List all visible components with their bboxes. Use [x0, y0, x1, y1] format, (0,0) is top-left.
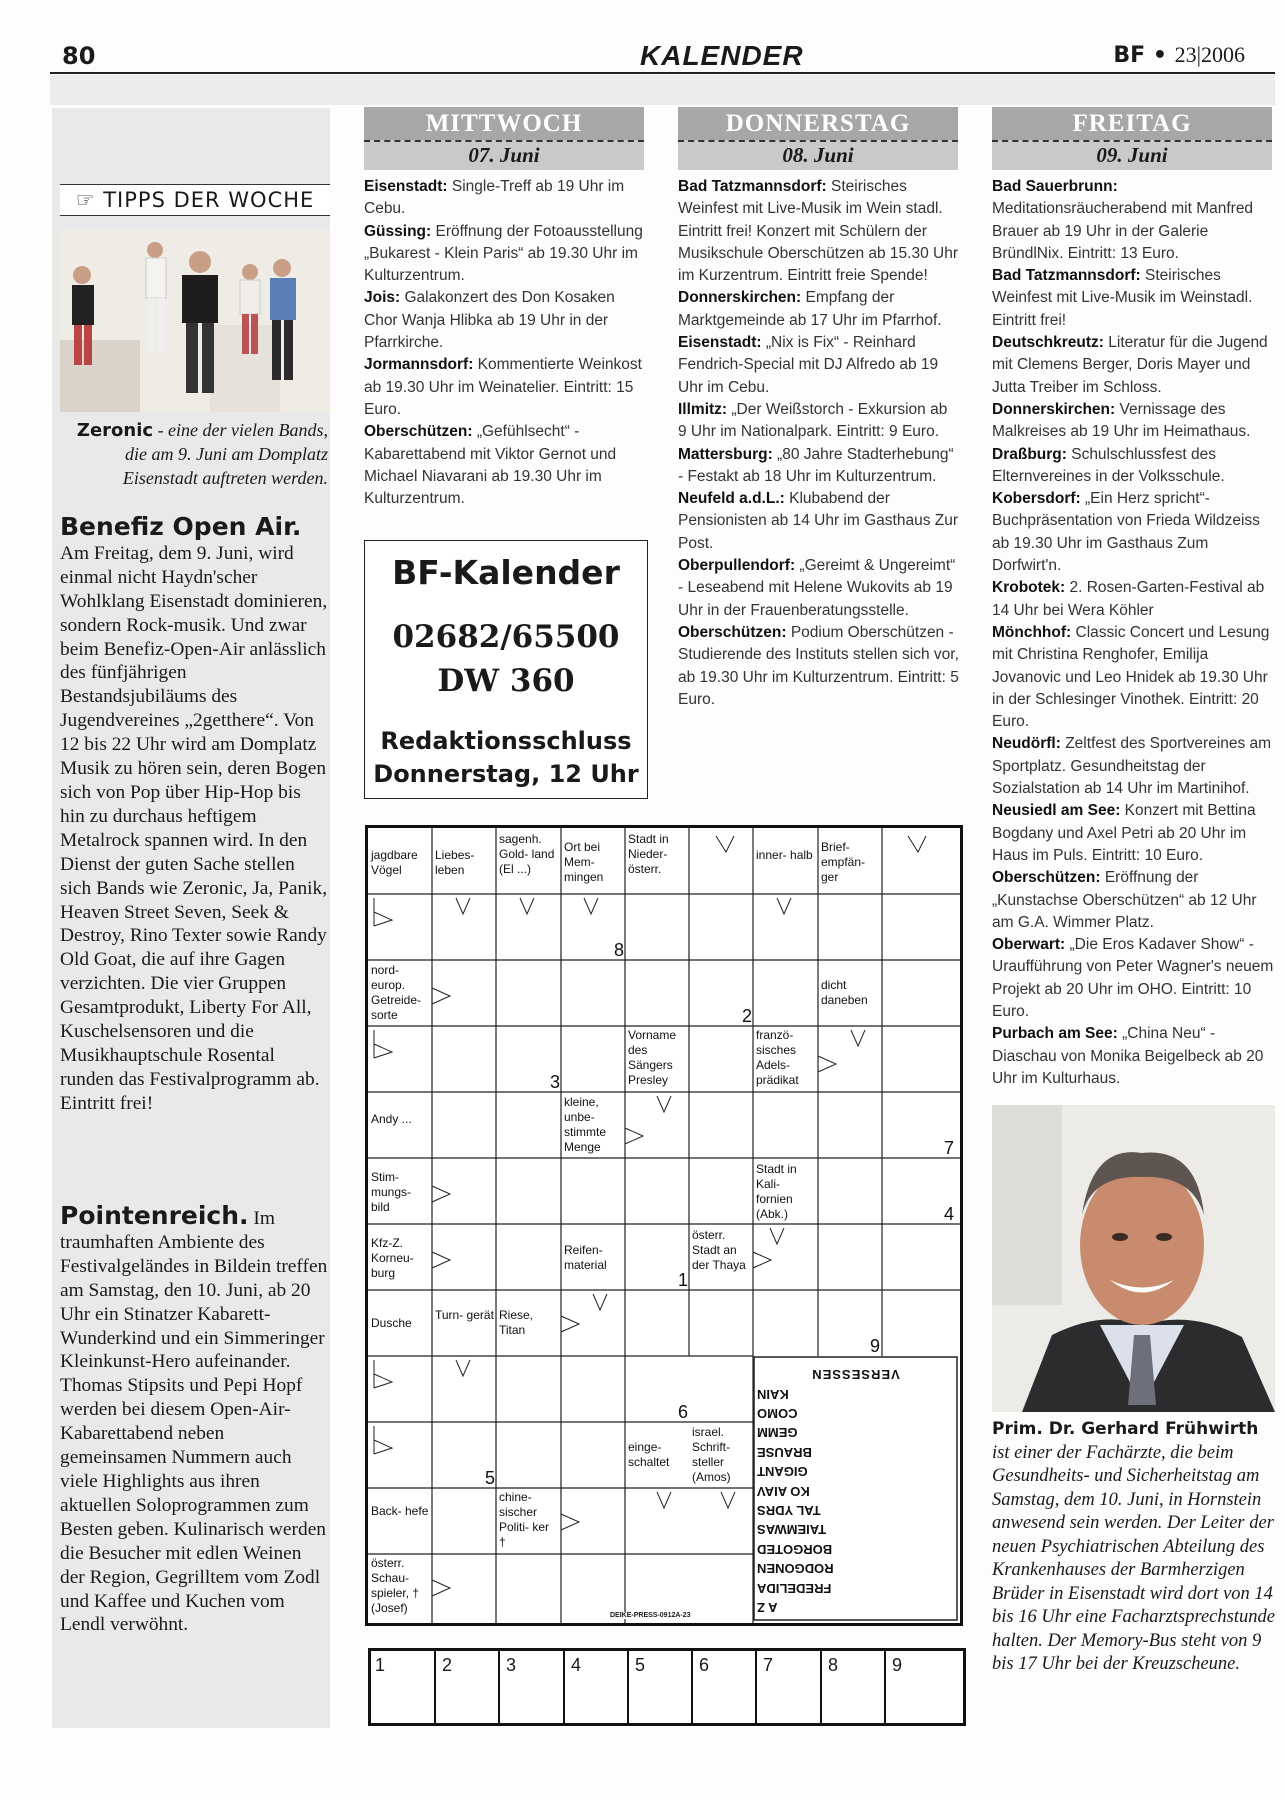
crossword-clue: Riese, Titan	[499, 1308, 534, 1337]
crossword-clue: Reifen- material	[564, 1243, 607, 1272]
upside-down-solution: A Z FREDELIDA RODGONEN BORGOTED TAIEMWAS TAL YDRS KO AIAV GIGANT BRAUSE GEMM COMO KAIN VERSESSEN	[757, 1367, 900, 1615]
article-body: Im traumhaften Ambiente des Festivalgeländes in Bildein treffen am Samstag, den 10. Juni, ab 20 Uhr ein Stinatzer Kabarett-Wunderkind und ein Simmeringer Kleinkunst-Hero aufeinander. Thomas Stipsits und Pepi Hopf werden bei diesem Open-Air-Kabarettabend neben gemeinsamen Nummern auch viele Highlights aus ihren aktuellen Soloprogrammen zum Besten geben. Kulinarisch werden die Besucher mit edlen Weinen der Region, Gegrilltem vom Zodl und Kaffee und Kuchen vom Lendl verwöhnt.	[60, 1208, 328, 1636]
event-entry: Illmitz: „Der Weißstorch - Exkursion ab 9 Uhr im Nationalpark. Eintritt: 9 Euro.	[678, 400, 948, 441]
photo-caption-doctor	[992, 1418, 1275, 1677]
issue-info: BF • 23|2006	[1113, 42, 1245, 68]
crossword-clue: einge- schaltet	[628, 1440, 670, 1469]
day-name: MITTWOCH	[364, 107, 644, 140]
crossword-clue: Brief- empfän- ger	[821, 840, 866, 884]
crossword-clue: inner- halb	[756, 848, 813, 862]
bf-kalender-phone: 02682/65500	[392, 619, 620, 655]
crossword-clue: österr. Stadt an der Thaya	[692, 1228, 746, 1272]
solution-cell[interactable]: 7	[755, 1651, 821, 1723]
crossword-number: 6	[678, 1402, 689, 1422]
crossword-clue: Stim- mungs- bild	[371, 1170, 412, 1214]
event-entry: Neudörfl: Zeltfest des Sportvereines am Sportplatz. Gesundheitstag der Sozialstation ab 14 Uhr im Martinihof.	[992, 735, 1272, 798]
day-header-mittwoch	[364, 107, 644, 169]
page-number: 80	[62, 42, 96, 70]
caption-text: - eine der vielen Bands, die am 9. Juni am Domplatz Eisenstadt auftreten werden.	[122, 420, 328, 488]
bf-kalender-deadline: Redaktionsschluss Donnerstag, 12 Uhr	[373, 727, 639, 788]
crossword-clue: Kfz-Z. Korneu- burg	[371, 1236, 414, 1280]
event-entry: Oberschützen: Eröffnung der „Kunstachse Oberschützen“ ab 12 Uhr am G.A. Wimmer Platz.	[992, 869, 1257, 931]
event-entry: Bad Tatzmannsdorf: Steirisches Weinfest mit Live-Musik im Wein stadl. Eintritt frei! Konzert mit Schülern der Musikschule Oberschützen ab 15.30 Uhr im Kurzentrum. Eintritt freie Spende!	[678, 178, 959, 285]
issue-number: 23	[1174, 42, 1197, 67]
crossword-clue: Liebes- leben	[435, 848, 475, 877]
event-entry: Mattersburg: „80 Jahre Stadterhebung“ - Festakt ab 18 Uhr im Kulturzentrum.	[678, 445, 954, 485]
event-entry: Bad Tatzmannsdorf: Steirisches Weinfest mit Live-Musik im Weinstadl. Eintritt frei!	[992, 267, 1253, 329]
band-photo	[60, 230, 330, 412]
crossword-clue: israel. Schrift- steller (Amos)	[692, 1425, 731, 1484]
pointing-hand-icon: ☞	[75, 188, 96, 212]
event-entry: Mönchhof: Classic Concert und Lesung mit Christina Renghofer, Emilija Jovanovic und Leo Hnidek ab 19.30 Uhr in der Schlesinger Vinothek. Eintritt: 20 Euro.	[992, 623, 1270, 731]
article-benefiz	[60, 512, 328, 1116]
solution-cell[interactable]: 9	[884, 1651, 950, 1723]
bf-kalender-box	[364, 540, 648, 799]
event-entry: Neusiedl am See: Konzert mit Bettina Bogdany und Axel Petri ab 20 Uhr im Haus im Puls. Eintritt: 10 Euro.	[992, 802, 1256, 864]
caption-bold: Prim. Dr. Gerhard Frühwirth	[992, 1419, 1259, 1439]
crossword-number: 2	[742, 1006, 753, 1026]
event-entry: Donnerskirchen: Vernissage des Malkreises ab 19 Uhr im Heimathaus.	[992, 400, 1251, 441]
solution-cell[interactable]: 5	[627, 1651, 693, 1723]
event-entry: Oberwart: „Die Eros Kadaver Show“ - Uraufführung von Peter Wagner's neuem Projekt ab 20 Uhr im OHO. Eintritt: 10 Euro.	[992, 936, 1274, 1020]
crossword-number: 8	[614, 940, 625, 960]
event-entry: Oberschützen: „Gefühlsecht“ - Kabarettabend mit Viktor Gernot und Michael Niavarani ab 19.30 Uhr im Kulturzentrum.	[364, 423, 617, 508]
section-title: KALENDER	[640, 40, 804, 71]
crossword-clue: nord- europ. Getreide- sorte	[371, 963, 422, 1022]
day-date: 08. Juni	[678, 140, 958, 170]
portrait-illustration	[992, 1105, 1275, 1412]
crossword-clue: kleine, unbe- stimmte Menge	[564, 1095, 606, 1154]
crossword-clue: franzö- sisches Adels- prädikat	[756, 1028, 799, 1087]
day-header-freitag	[992, 107, 1272, 169]
crossword-clue: Stadt in Nieder- österr.	[628, 832, 669, 876]
article-heading: Pointenreich.	[60, 1201, 249, 1230]
crossword-number: 3	[550, 1072, 561, 1092]
event-entry: Jois: Galakonzert des Don Kosaken Chor Wanja Hlibka ab 19 Uhr in der Pfarrkirche.	[364, 289, 615, 352]
crossword-clue: chine- sischer Politi- ker †	[499, 1490, 550, 1549]
crossword-number: 5	[485, 1468, 496, 1488]
crossword-clue: Ort bei Mem- mingen	[564, 840, 604, 884]
crossword-clue: sagenh. Gold- land (El ...)	[499, 832, 555, 876]
day-header-donnerstag	[678, 107, 958, 169]
crossword-clue: dicht daneben	[821, 978, 868, 1007]
crossword-clue: Back- hefe	[371, 1504, 429, 1518]
crossword-clue: Vorname des Sängers Presley	[628, 1028, 677, 1087]
events-donnerstag	[678, 176, 960, 711]
day-date: 07. Juni	[364, 140, 644, 170]
publication-name: BF	[1113, 43, 1146, 68]
solution-cell[interactable]: 8	[820, 1651, 886, 1723]
tips-label: TIPPS DER WOCHE	[103, 188, 315, 212]
crossword-clue: Stadt in Kali- fornien (Abk.)	[756, 1162, 797, 1221]
article-heading: Benefiz Open Air.	[60, 512, 302, 541]
crossword-clue: österr. Schau- spieler, † (Josef)	[371, 1556, 420, 1615]
crossword-clue: Turn- gerät	[435, 1308, 494, 1322]
doctor-portrait	[992, 1105, 1275, 1412]
crossword-clue: Dusche	[371, 1316, 412, 1330]
crossword-clue: Andy ...	[371, 1112, 412, 1126]
crossword-clue: jagdbare Vögel	[371, 848, 418, 877]
caption-bold: Zeronic	[76, 420, 154, 441]
crossword-credit: DEIKE-PRESS-0912A-23	[610, 1612, 691, 1619]
photo-caption-zeronic	[60, 418, 328, 490]
event-entry: Eisenstadt: Single-Treff ab 19 Uhr im Cebu.	[364, 178, 625, 218]
solution-cell[interactable]: 6	[691, 1651, 757, 1723]
event-entry: Bad Sauerbrunn: Meditationsräucherabend mit Manfred Brauer ab 19 Uhr in der Galerie BründlNix. Eintritt: 13 Euro.	[992, 178, 1254, 262]
band-photo-illustration	[60, 230, 330, 412]
day-name: DONNERSTAG	[678, 107, 958, 140]
solution-cell[interactable]: 2	[434, 1651, 500, 1723]
solution-cell[interactable]: 3	[498, 1651, 564, 1723]
bf-kalender-title: BF-Kalender	[392, 553, 620, 592]
article-body: Am Freitag, dem 9. Juni, wird einmal nicht Haydn'scher Wohlklang Eisenstadt dominieren, sondern Rock-musik. Und zwar beim Benefiz-Open-Air anlässlich des fünfjährigen Bestandsjubiläums des Jugendvereines „2getthere“. Von 12 bis 22 Uhr wird am Domplatz Musik zu hören sein, deren Bogen sich von Pop über Hip-Hop bis hin zu durchaus heftigem Metalrock spannen wird. In den Dienst der guten Sache stellen sich Bands wie Zeronic, Ja, Panik, Heaven Street Seven, Seek & Destroy, Rino Texter sowie Randy Old Goat, die auf ihre Gagen verzichten. Die vier Gruppen Gesamtprodukt, Liberty For All, Kuschelsensoren und die Musikhauptschule Rosental runden das Festivalprogramm ab. Eintritt frei!	[60, 542, 328, 1114]
event-entry: Donnerskirchen: Empfang der Marktgemeinde ab 17 Uhr im Pfarrhof.	[678, 289, 942, 329]
crossword-number: 9	[870, 1336, 881, 1356]
event-entry: Eisenstadt: „Nix is Fix“ - Reinhard Fendrich-Special mit DJ Alfredo ab 19 Uhr im Cebu.	[678, 334, 939, 396]
event-entry: Krobotek: 2. Rosen-Garten-Festival ab 14 Uhr bei Wera Köhler	[992, 579, 1265, 619]
events-mittwoch	[364, 176, 646, 510]
solution-cell[interactable]: 1	[375, 1655, 386, 1675]
issue-year: 2006	[1201, 42, 1245, 67]
event-entry: Purbach am See: „China Neu“ - Diaschau von Monika Beigelbeck ab 20 Uhr im Kulturhaus.	[992, 1025, 1264, 1087]
tips-header	[60, 184, 330, 216]
events-freitag	[992, 176, 1275, 1090]
event-entry: Deutschkreutz: Literatur für die Jugend mit Clemens Berger, Doris Mayer und Jutta Treiber im Schloss.	[992, 334, 1268, 396]
caption-text: ist einer der Fachärzte, die beim Gesundheits- und Sicherheitstag am Samstag, dem 10. Juni, in Hornstein anwesend sein werden. Der Leiter der neuen Psychiatrischen Abteilung des Krankenhauses der Barmherzigen Brüder in Eisenstadt wird dort von 14 bis 16 Uhr eine Facharztsprechstunde halten. Der Memory-Bus steht von 9 bis 17 Uhr bei der Kreuzscheune.	[992, 1442, 1275, 1674]
day-date: 09. Juni	[992, 140, 1272, 170]
article-pointenreich	[60, 1201, 328, 1637]
event-entry: Oberschützen: Podium Oberschützen - Studierende des Instituts stellen sich vor, ab 19.30 Uhr im Kulturzentrum. Eintritt: 5 Euro.	[678, 623, 959, 708]
crossword-number: 1	[678, 1270, 689, 1290]
bf-kalender-dw: DW 360	[437, 663, 575, 699]
event-entry: Oberpullendorf: „Gereimt & Ungereimt“ - Leseabend mit Helene Wukovits ab 19 Uhr in der Frauenberatungsstelle.	[678, 557, 956, 619]
crossword-number: 7	[944, 1138, 955, 1158]
solution-cell[interactable]: 4	[563, 1651, 629, 1723]
event-entry: Draßburg: Schulschlussfest des Elternvereines in der Volksschule.	[992, 445, 1225, 485]
solution-boxes	[368, 1648, 966, 1726]
event-entry: Kobersdorf: „Ein Herz spricht“- Buchpräsentation von Frieda Wildzeiss ab 19.30 Uhr im Gasthaus Zum Dorfwirt'n.	[992, 490, 1260, 575]
header-band	[50, 75, 1275, 105]
crossword-number: 4	[944, 1204, 955, 1224]
bullet-separator: •	[1152, 43, 1175, 68]
crossword-puzzle	[365, 825, 963, 1626]
event-entry: Güssing: Eröffnung der Fotoausstellung „Bukarest - Klein Paris“ ab 19.30 Uhr im Kulturzentrum.	[364, 222, 643, 285]
event-entry: Jormannsdorf: Kommentierte Weinkost ab 19.30 Uhr im Weinatelier. Eintritt: 15 Euro.	[364, 356, 642, 418]
page-header	[50, 40, 1275, 74]
event-entry: Neufeld a.d.L.: Klubabend der Pensionisten ab 14 Uhr im Gasthaus Zur Post.	[678, 490, 958, 552]
day-name: FREITAG	[992, 107, 1272, 140]
